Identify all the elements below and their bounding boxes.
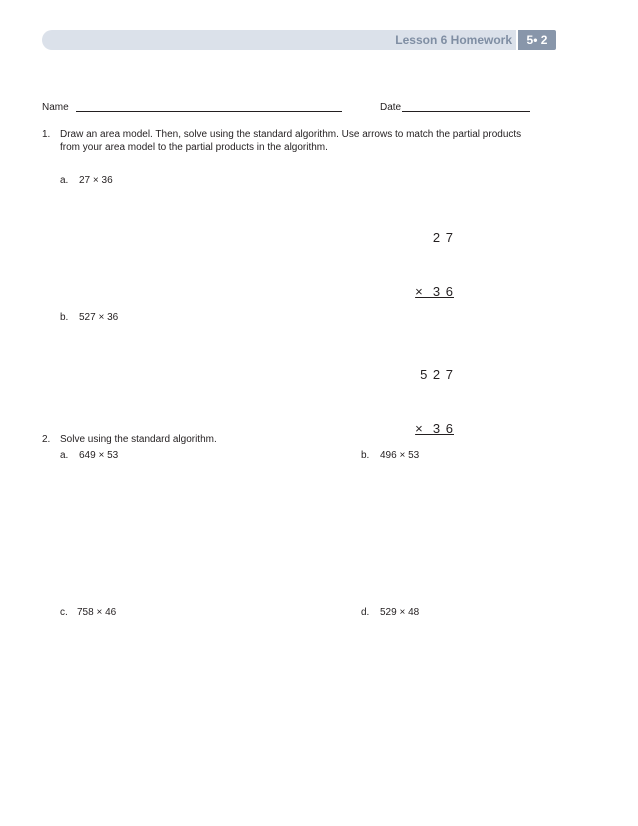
problem-1-instruction-line2: from your area model to the partial products in the algorithm. [60, 142, 328, 153]
problem-2c-expression: 758 × 46 [77, 607, 117, 618]
algorithm-1b [380, 330, 454, 456]
problem-1-instruction-line1: Draw an area model. Then, solve using the standard algorithm. Use arrows to match the partial products [60, 129, 522, 140]
date-label: Date [380, 102, 402, 113]
algorithm-1a-bottom: × 3 6 [415, 284, 454, 299]
problem-2a-expression: 649 × 53 [79, 450, 119, 461]
problem-1b-expression: 527 × 36 [79, 312, 119, 323]
problem-1-number: 1. [42, 129, 51, 140]
problem-1a-expression: 27 × 36 [79, 175, 113, 186]
date-field[interactable] [402, 111, 530, 112]
lesson-title: Lesson 6 Homework [395, 33, 512, 47]
name-label: Name [42, 102, 69, 113]
problem-2-instruction: Solve using the standard algorithm. [60, 434, 217, 445]
algorithm-1b-top: 5 2 7 [420, 367, 454, 382]
algorithm-1b-bottom: × 3 6 [415, 421, 454, 436]
problem-2a-label: a. [60, 450, 69, 461]
problem-2-number: 2. [42, 434, 51, 445]
problem-1a-label: a. [60, 175, 69, 186]
problem-2d-expression: 529 × 48 [380, 607, 420, 618]
problem-2c-label: c. [60, 607, 68, 618]
algorithm-1a [380, 193, 454, 319]
algorithm-1a-top: 2 7 [432, 230, 454, 245]
problem-2b-expression: 496 × 53 [380, 450, 420, 461]
module-badge: 5• 2 [518, 30, 556, 50]
name-field[interactable] [76, 111, 342, 112]
problem-2b-label: b. [361, 450, 370, 461]
problem-1b-label: b. [60, 312, 69, 323]
problem-2d-label: d. [361, 607, 370, 618]
